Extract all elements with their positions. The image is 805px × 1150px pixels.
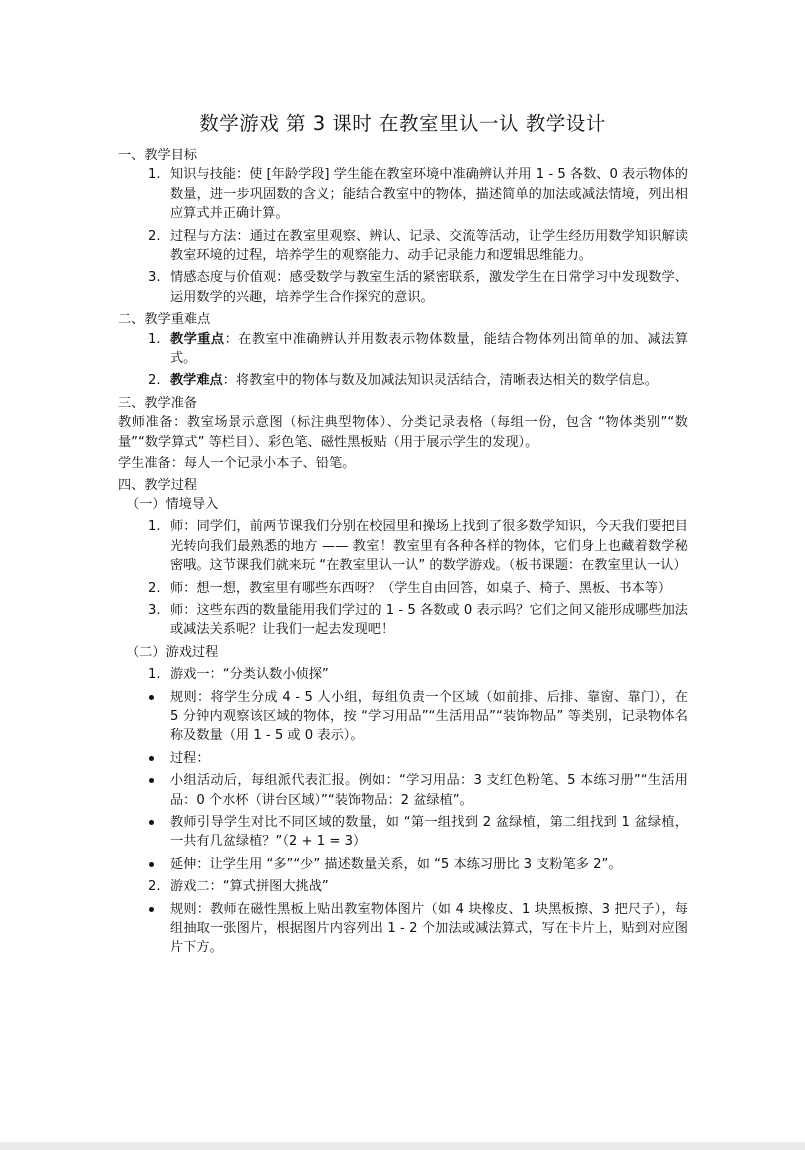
bullet-icon bbox=[149, 907, 154, 912]
item-number: 2. bbox=[148, 879, 161, 895]
bullet-item bbox=[118, 771, 688, 810]
bullet-icon bbox=[149, 778, 154, 783]
item-text: 情感态度与价值观：感受数学与教室生活的紧密联系，激发学生在日常学习中发现数学、运用数学的兴趣，培养学生合作探究的意识。 bbox=[170, 270, 688, 305]
bullet-item bbox=[118, 749, 688, 768]
item-text: 游戏一：“分类认数小侦探” bbox=[170, 667, 329, 683]
bullet-icon bbox=[149, 820, 154, 825]
student-preparation: 学生准备：每人一个记录小本子、铅笔。 bbox=[118, 456, 356, 472]
item-label: 教学重点 bbox=[170, 331, 225, 347]
item-text: 游戏二：“算式拼图大挑战” bbox=[170, 879, 329, 895]
section-heading-objectives: 一、教学目标 bbox=[118, 148, 198, 163]
list-item bbox=[118, 665, 688, 684]
item-number: 2. bbox=[148, 580, 161, 596]
item-text: 延伸：让学生用 “多”“少” 描述数量关系，如 “5 本练习册比 3 支粉笔多 2”。 bbox=[170, 856, 622, 872]
item-text: 知识与技能：使 [年龄学段] 学生能在教室环境中准确辨认并用 1 - 5 各数、0 表示物体的数量，进一步巩固数的含义；能结合教室中的物体，描述简单的加法或减法情境，列出相应算式并正确计算。 bbox=[170, 167, 688, 222]
list-item bbox=[118, 268, 688, 307]
item-text: 过程： bbox=[170, 750, 210, 766]
item-text: 师：同学们，前两节课我们分别在校园里和操场上找到了很多数学知识，今天我们要把目光转向我们最熟悉的地方 —— 教室！教室里有各种各样的物体，它们身上也藏着数学秘密哦。这节课我们就来玩 “在教室里认一认” 的数学游戏。（板书课题：在教室里认一认） bbox=[170, 519, 688, 574]
item-text: 过程与方法：通过在教室里观察、辨认、记录、交流等活动，让学生经历用数学知识解读教室环境的过程，培养学生的观察能力、动手记录能力和逻辑思维能力。 bbox=[170, 228, 688, 264]
list-item bbox=[118, 579, 688, 598]
document-title: 数学游戏 第 3 课时 在教室里认一认 教学设计 bbox=[199, 112, 606, 135]
subsection-heading-game: （二）游戏过程 bbox=[126, 644, 219, 660]
item-number: 1. bbox=[148, 667, 161, 683]
item-text: 规则：教师在磁性黑板上贴出教室物体图片（如 4 块橡皮、1 块黑板擦、3 把尺子），每组抽取一张图片，根据图片内容列出 1 - 2 个加法或减法算式，写在卡片上，贴到对应图片下方。 bbox=[170, 901, 688, 956]
item-text: ：在教室中准确辨认并用数表示物体数量，能结合物体列出简单的加、减法算式。 bbox=[170, 331, 689, 367]
section-heading-process: 四、教学过程 bbox=[118, 477, 198, 493]
bullet-item bbox=[118, 813, 688, 852]
item-number: 1. bbox=[148, 519, 161, 535]
item-label: 教学难点 bbox=[170, 373, 223, 389]
bullet-icon bbox=[149, 862, 154, 867]
bullet-icon bbox=[149, 756, 154, 761]
item-text: 师：想一想，教室里有哪些东西呀？（学生自由回答，如桌子、椅子、黑板、书本等） bbox=[170, 580, 672, 596]
item-number: 2. bbox=[148, 373, 161, 389]
item-number: 3. bbox=[148, 270, 161, 286]
bullet-icon bbox=[149, 695, 154, 700]
list-item bbox=[118, 227, 688, 266]
section-heading-preparation: 三、教学准备 bbox=[118, 395, 198, 411]
item-text: 小组活动后，每组派代表汇报。例如：“学习用品：3 支红色粉笔、5 本练习册”“生活用品：0 个水杯（讲台区域）”“装饰物品：2 盆绿植”。 bbox=[170, 773, 688, 808]
item-text: 规则：将学生分成 4 - 5 人小组，每组负责一个区域（如前排、后排、靠窗、靠门），在 5 分钟内观察该区域的物体，按 “学习用品”“生活用品”“装饰物品” 等类别，记录物体名称及数量（用 1 - 5 或 0 表示）。 bbox=[170, 689, 688, 744]
list-item bbox=[118, 165, 688, 223]
list-item bbox=[118, 371, 688, 390]
document-body bbox=[118, 146, 688, 961]
bullet-item bbox=[118, 900, 688, 958]
section-heading-key-points: 二、教学重难点 bbox=[118, 312, 211, 328]
subsection-heading-intro: （一）情境导入 bbox=[126, 496, 219, 512]
item-text: 师：这些东西的数量能用我们学过的 1 - 5 各数或 0 表示吗？它们之间又能形成哪些加法或减法关系呢？让我们一起去发现吧！ bbox=[170, 602, 688, 638]
list-item bbox=[118, 330, 688, 369]
item-number: 1. bbox=[148, 167, 161, 183]
item-number: 3. bbox=[148, 602, 161, 618]
list-item bbox=[118, 877, 688, 896]
list-item bbox=[118, 601, 688, 640]
item-number: 1. bbox=[148, 331, 161, 347]
list-item bbox=[118, 517, 688, 575]
bullet-item bbox=[118, 688, 688, 746]
teacher-preparation: 教师准备：教室场景示意图（标注典型物体）、分类记录表格（每组一份，包含 “物体类别”“数量”“数学算式” 等栏目）、彩色笔、磁性黑板贴（用于展示学生的发现）。 bbox=[118, 415, 688, 450]
bullet-item bbox=[118, 855, 688, 874]
item-text: ：将教室中的物体与数及加减法知识灵活结合，清晰表达相关的数学信息。 bbox=[222, 373, 658, 389]
item-number: 2. bbox=[148, 228, 161, 244]
item-text: 教师引导学生对比不同区域的数量，如 “第一组找到 2 盆绿植，第二组找到 1 盆绿植，一共有几盆绿植？”（2 + 1 = 3） bbox=[170, 815, 688, 850]
